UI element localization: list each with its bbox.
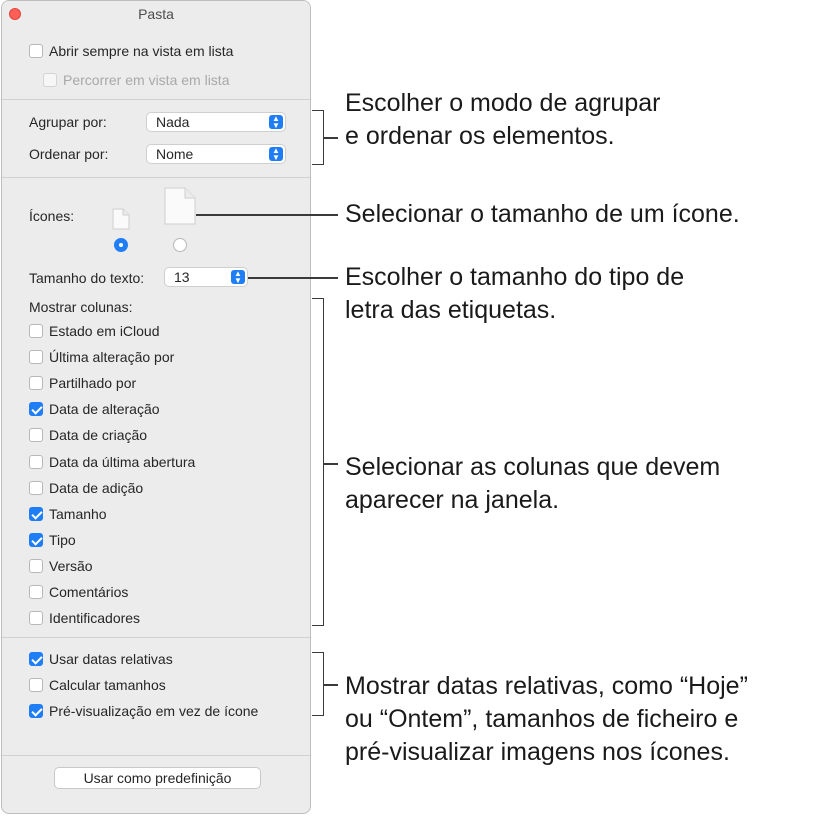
chevron-updown-icon: ▲ ▼ [269, 115, 283, 129]
open-list-view-label: Abrir sempre na vista em lista [49, 43, 234, 59]
callout-line: Mostrar datas relativas, como “Hoje” [345, 672, 748, 700]
view-option-checkbox[interactable] [29, 678, 43, 692]
columns-bracket [312, 298, 324, 626]
options-bracket [312, 652, 324, 716]
callout-group-sort [345, 87, 660, 153]
column-option-label: Data de adição [49, 479, 144, 496]
small-icon-radio[interactable] [114, 238, 128, 252]
column-option-label: Última alteração por [49, 349, 175, 366]
callout-line: letra das etiquetas. [345, 296, 557, 324]
sort-by-value: Nome [156, 146, 194, 162]
callout-text-size [345, 261, 684, 327]
callout-icon-size [345, 198, 740, 231]
group-by-select[interactable] [146, 112, 286, 132]
chevron-updown-icon: ▲ ▼ [269, 147, 283, 161]
group-sort-tick [324, 137, 338, 139]
text-size-select[interactable] [164, 267, 248, 287]
callout-line: e ordenar os elementos. [345, 122, 615, 150]
chevron-updown-icon: ▲ ▼ [231, 270, 245, 284]
view-option-checkbox[interactable] [29, 704, 43, 718]
callout-columns [345, 451, 720, 517]
column-option-checkbox[interactable] [29, 376, 43, 390]
column-option-label: Comentários [49, 584, 129, 600]
view-option-label: Usar datas relativas [49, 651, 173, 667]
options-tick [324, 684, 338, 686]
column-option-label: Data da última abertura [49, 453, 196, 470]
callout-line: Selecionar as colunas que devem [345, 453, 721, 481]
column-option-label: Estado em iCloud [49, 323, 160, 339]
view-option-label: Pré-visualização em vez de ícone [49, 703, 259, 719]
column-option-checkbox[interactable] [29, 533, 43, 547]
sort-by-select[interactable] [146, 144, 286, 164]
column-option-label: Partilhado por [49, 375, 137, 392]
icon-size-leader-line [196, 214, 338, 216]
callout-line: aparecer na janela. [345, 486, 560, 514]
group-sort-bracket [312, 110, 324, 165]
text-size-value: 13 [174, 269, 190, 285]
group-by-label: Agrupar por: [29, 114, 107, 130]
window-title: Pasta [138, 6, 174, 22]
sort-by-label: Ordenar por: [29, 146, 109, 162]
column-option-checkbox[interactable] [29, 428, 43, 442]
column-option-checkbox[interactable] [29, 455, 43, 469]
large-icon-radio[interactable] [173, 238, 187, 252]
show-columns-label: Mostrar colunas: [29, 299, 133, 315]
column-option-checkbox[interactable] [29, 559, 43, 573]
browse-list-view-checkbox [43, 73, 57, 87]
callout-line: Escolher o tamanho do tipo de [345, 263, 685, 291]
view-option-checkbox[interactable] [29, 652, 43, 666]
divider [2, 637, 310, 638]
column-option-label: Data de criação [49, 427, 148, 444]
divider [2, 755, 310, 756]
large-document-icon [164, 187, 196, 225]
callout-options [345, 670, 748, 769]
column-option-checkbox[interactable] [29, 611, 43, 625]
divider [2, 177, 310, 178]
title-bar [2, 1, 310, 28]
columns-tick [324, 463, 338, 465]
text-size-label: Tamanho do texto: [29, 270, 145, 286]
column-option-checkbox[interactable] [29, 402, 43, 416]
column-option-checkbox[interactable] [29, 350, 43, 364]
text-size-leader-line [248, 277, 338, 279]
column-option-label: Tipo [49, 531, 76, 548]
divider [2, 99, 310, 100]
icons-label: Ícones: [29, 208, 75, 224]
column-option-checkbox[interactable] [29, 585, 43, 599]
column-option-label: Tamanho [49, 505, 107, 522]
use-as-defaults-button[interactable]: Usar como predefinição [54, 767, 261, 789]
small-document-icon [112, 208, 130, 230]
callout-line: pré-visualizar imagens nos ícones. [345, 738, 730, 766]
column-option-label: Data de alteração [49, 401, 160, 418]
callout-line: Selecionar o tamanho de um ícone. [345, 200, 740, 228]
column-option-label: Versão [49, 557, 93, 574]
folder-view-options-window [1, 0, 311, 814]
column-option-label: Identificadores [49, 610, 141, 627]
column-option-checkbox[interactable] [29, 324, 43, 338]
callout-line: ou “Ontem”, tamanhos de ficheiro e [345, 705, 739, 733]
view-option-label: Calcular tamanhos [49, 677, 166, 693]
group-by-value: Nada [156, 114, 190, 130]
browse-list-view-label: Percorrer em vista em lista [63, 72, 230, 88]
open-list-view-checkbox[interactable] [29, 44, 43, 58]
column-option-checkbox[interactable] [29, 507, 43, 521]
callout-line: Escolher o modo de agrupar [345, 89, 661, 117]
column-option-checkbox[interactable] [29, 481, 43, 495]
